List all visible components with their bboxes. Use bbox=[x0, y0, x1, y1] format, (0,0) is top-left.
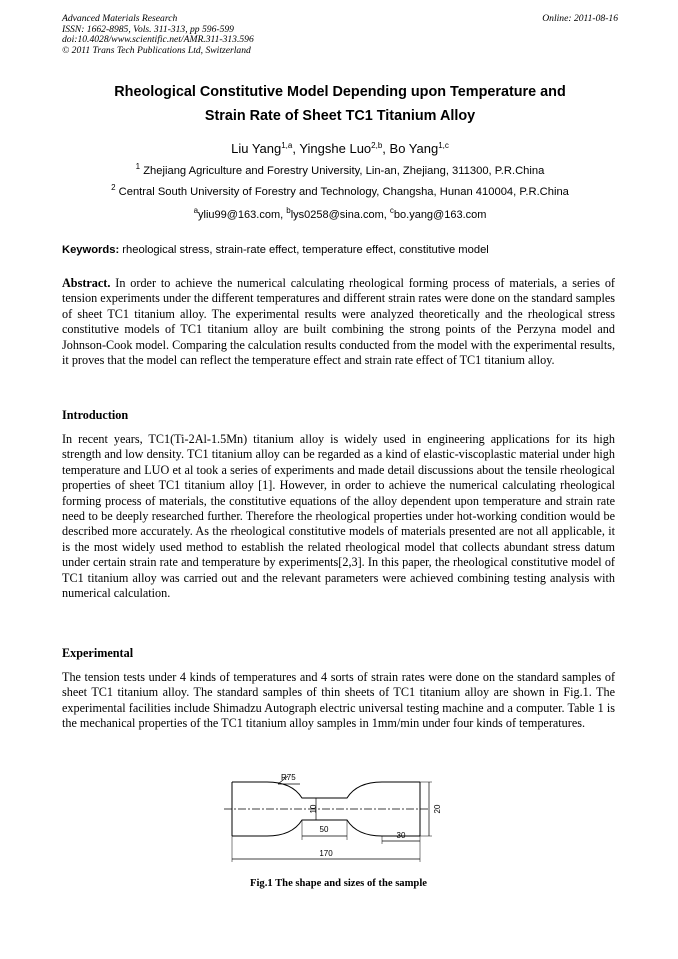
email-address[interactable]: bo.yang@163.com bbox=[393, 209, 487, 221]
email-list bbox=[62, 208, 618, 222]
journal-header bbox=[62, 14, 618, 56]
online-date: Online: 2011-08-16 bbox=[542, 13, 618, 24]
abstract-label: Abstract. bbox=[62, 276, 111, 290]
journal-issn: ISSN: 1662-8985, Vols. 311-313, pp 596-599 bbox=[62, 23, 234, 35]
author-affil-sup: 1,a bbox=[281, 141, 293, 150]
email-address[interactable]: lys0258@sina.com, bbox=[290, 209, 390, 221]
journal-name: Advanced Materials Research bbox=[62, 13, 178, 24]
email-address[interactable]: yliu99@163.com, bbox=[198, 209, 287, 221]
affiliation-1 bbox=[62, 164, 618, 178]
keywords bbox=[62, 243, 622, 257]
abstract bbox=[62, 276, 615, 368]
author-separator: , bbox=[382, 141, 390, 156]
introduction-text: In recent years, TC1(Ti-2Al-1.5Mn) titanium alloy is widely used in engineering applications for its high strength and low density. TC1 titanium alloy can be regarded as a kind of elastic-viscoplastic material under high temperature and LUO et al took a series of experiments and made detail discussions about the tensile rheological properties of sheet TC1 titanium alloy [1]. However, in order to achieve the numerical calculating rheological forming process of materials, the constitutive equations of the alloy dependent upon temperature and strain rate need to be deeply researched further. Therefore the rheological properties under hot-working condition would be described more accurately. As the rheological constitutive models of materials presented are not all applicable, it is the most widely used method to establish the related rheological model that collects abundant stress datum under certain strain rate and temperature by experiments[2,3]. In this paper, the rheological constitutive model of TC1 titanium alloy was carried out and the relevant parameters were achieved combining testing analysis with numerical calculation. bbox=[62, 432, 615, 601]
author-name: Liu Yang bbox=[231, 141, 282, 156]
affiliation-number: 2 bbox=[111, 183, 116, 192]
title-line-1: Rheological Constitutive Model Depending upon Temperature and bbox=[114, 84, 566, 100]
sample-shape-figure bbox=[222, 772, 447, 872]
author-name: Yingshe Luo bbox=[299, 141, 372, 156]
keywords-text: rheological stress, strain-rate effect, temperature effect, constitutive model bbox=[119, 244, 489, 256]
author-affil-sup: 2,b bbox=[371, 141, 383, 150]
gauge-width-label: 10 bbox=[309, 804, 318, 814]
journal-doi: doi:10.4028/www.scientific.net/AMR.311-313.596 bbox=[62, 34, 254, 46]
affiliation-2 bbox=[62, 185, 618, 199]
title-line-2: Strain Rate of Sheet TC1 Titanium Alloy bbox=[204, 108, 476, 124]
total-length-label: 170 bbox=[319, 849, 333, 858]
figure-caption: Fig.1 The shape and sizes of the sample bbox=[250, 878, 427, 889]
email-sup: c bbox=[389, 206, 394, 215]
affiliation-number: 1 bbox=[135, 162, 141, 171]
grip-length-label: 30 bbox=[396, 831, 406, 840]
email-sup: a bbox=[193, 206, 199, 215]
author-separator: , bbox=[292, 141, 300, 156]
affiliation-text: Central South University of Forestry and Technology, Changsha, Hunan 410004, P.R.China bbox=[118, 186, 569, 198]
affiliation-text: Zhejiang Agriculture and Forestry University, Lin-an, Zhejiang, 311300, P.R.China bbox=[143, 165, 545, 177]
experimental-text: The tension tests under 4 kinds of temperatures and 4 sorts of strain rates were done on the standard samples of sheet TC1 titanium alloy. The standard samples of thin sheets of TC1 titanium alloy are shown in Fig.1. The experimental facilities include Shimadzu Autograph electric universal testing machine and a computer. Table 1 is the mechanical properties of the TC1 titanium alloy samples in 1mm/min under four kinds of temperatures. bbox=[62, 670, 615, 731]
gauge-length-label: 50 bbox=[319, 825, 329, 834]
author-list bbox=[62, 140, 618, 158]
section-heading-experimental: Experimental bbox=[62, 646, 134, 660]
sample-outline-top bbox=[232, 782, 420, 798]
journal-copyright: © 2011 Trans Tech Publications Ltd, Switzerland bbox=[62, 44, 251, 56]
section-heading-introduction: Introduction bbox=[62, 408, 129, 422]
keywords-label: Keywords: bbox=[62, 244, 120, 256]
author-affil-sup: 1,c bbox=[438, 141, 449, 150]
radius-label: R75 bbox=[281, 773, 296, 782]
abstract-text: In order to achieve the numerical calculating rheological forming process of materials, a series of tension experiments under the different temperatures and different strain rates were done on the standard samples of sheet TC1 titanium alloy. The experimental results were analyzed theoretically and the rheological stress constitutive models of TC1 titanium alloy are built combining the strong points of the Perzyna model and Johnson-Cook model. Comparing the calculation results conducted from the model with the experimental results, it proves that the model can reflect the temperature effect and strain rate effect of TC1 titanium alloy. bbox=[62, 276, 615, 368]
paper-title bbox=[62, 80, 618, 128]
total-width-label: 20 bbox=[433, 804, 442, 814]
author-name: Bo Yang bbox=[389, 141, 439, 156]
email-sup: b bbox=[286, 206, 291, 215]
